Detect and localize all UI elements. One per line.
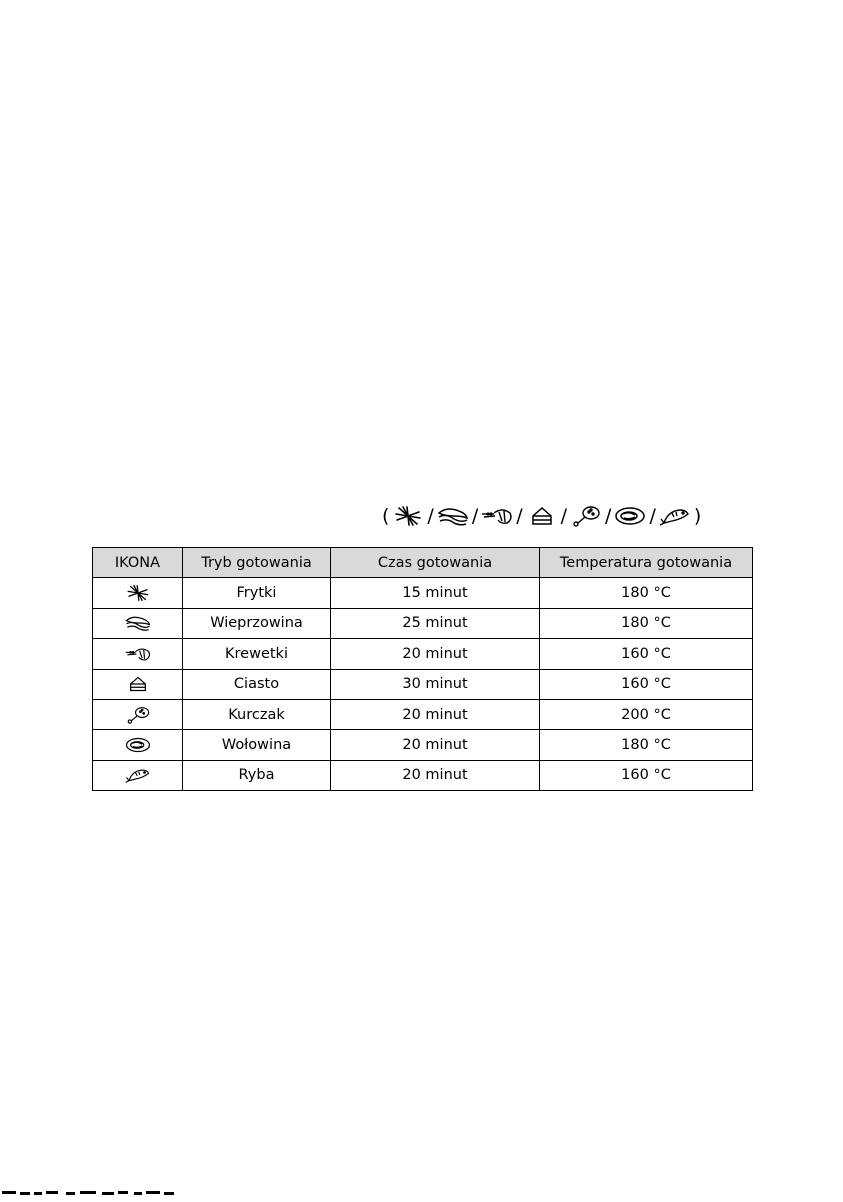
close-parenthesis: ) bbox=[693, 504, 702, 527]
steak-icon bbox=[613, 505, 647, 527]
fish-icon bbox=[658, 505, 692, 527]
table-row bbox=[93, 730, 753, 760]
separator: / bbox=[649, 504, 656, 527]
table-row bbox=[93, 608, 753, 638]
row-time: 15 minut bbox=[331, 578, 540, 608]
row-icon-cell bbox=[93, 639, 183, 669]
row-mode: Wieprzowina bbox=[183, 608, 331, 638]
row-temperature: 160 °C bbox=[540, 639, 753, 669]
table-row bbox=[93, 699, 753, 729]
row-icon-cell bbox=[93, 608, 183, 638]
separator: / bbox=[427, 504, 434, 527]
table-row bbox=[93, 639, 753, 669]
cooking-mode-icon-strip bbox=[380, 500, 703, 532]
header-time: Czas gotowania bbox=[331, 548, 540, 578]
steak-icon bbox=[124, 736, 152, 754]
header-icon: IKONA bbox=[93, 548, 183, 578]
row-icon-cell bbox=[93, 669, 183, 699]
row-temperature: 160 °C bbox=[540, 760, 753, 790]
row-time: 20 minut bbox=[331, 699, 540, 729]
chicken-icon bbox=[124, 706, 152, 724]
row-mode: Ciasto bbox=[183, 669, 331, 699]
header-temperature: Temperatura gotowania bbox=[540, 548, 753, 578]
row-icon-cell bbox=[93, 699, 183, 729]
shrimp-icon bbox=[480, 505, 514, 527]
separator: / bbox=[471, 504, 479, 527]
row-icon-cell bbox=[93, 760, 183, 790]
row-time: 20 minut bbox=[331, 730, 540, 760]
pork-icon bbox=[436, 505, 470, 527]
row-temperature: 200 °C bbox=[540, 699, 753, 729]
row-time: 30 minut bbox=[331, 669, 540, 699]
table-row bbox=[93, 760, 753, 790]
row-mode: Wołowina bbox=[183, 730, 331, 760]
separator: / bbox=[516, 504, 523, 527]
cooking-modes-table bbox=[92, 547, 753, 791]
pork-icon bbox=[124, 614, 152, 632]
table-row bbox=[93, 669, 753, 699]
row-icon-cell bbox=[93, 730, 183, 760]
header-mode: Tryb gotowania bbox=[183, 548, 331, 578]
row-temperature: 180 °C bbox=[540, 730, 753, 760]
row-mode: Ryba bbox=[183, 760, 331, 790]
row-temperature: 180 °C bbox=[540, 608, 753, 638]
row-temperature: 160 °C bbox=[540, 669, 753, 699]
table-row bbox=[93, 578, 753, 608]
fish-icon bbox=[124, 766, 152, 784]
fries-icon bbox=[124, 584, 152, 602]
fries-icon bbox=[391, 505, 425, 527]
separator: / bbox=[560, 504, 568, 527]
cut-off-text-fragment bbox=[0, 1183, 180, 1192]
row-mode: Kurczak bbox=[183, 699, 331, 729]
cake-icon bbox=[525, 505, 559, 527]
row-time: 20 minut bbox=[331, 639, 540, 669]
row-mode: Frytki bbox=[183, 578, 331, 608]
separator: / bbox=[605, 504, 612, 527]
row-icon-cell bbox=[93, 578, 183, 608]
cake-icon bbox=[124, 675, 152, 693]
row-time: 20 minut bbox=[331, 760, 540, 790]
row-time: 25 minut bbox=[331, 608, 540, 638]
table-header-row bbox=[93, 548, 753, 578]
chicken-icon bbox=[569, 505, 603, 527]
open-parenthesis: ( bbox=[382, 504, 390, 527]
row-mode: Krewetki bbox=[183, 639, 331, 669]
row-temperature: 180 °C bbox=[540, 578, 753, 608]
shrimp-icon bbox=[124, 645, 152, 663]
